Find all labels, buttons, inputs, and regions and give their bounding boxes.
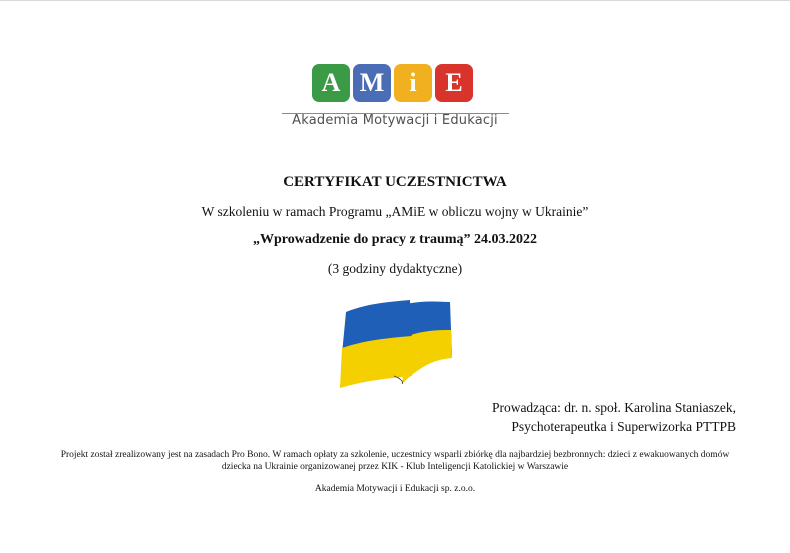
program-line: W szkoleniu w ramach Programu „AMiE w obliczu wojny w Ukrainie” [201, 204, 589, 219]
logo-tile-a: A [312, 64, 350, 102]
lecturer-title: Psychoterapeutka i Superwizorka PTTPB [511, 419, 736, 434]
ukraine-flag-icon [336, 298, 456, 392]
logo-tile-e: E [435, 64, 473, 102]
organization-name: Akademia Motywacji i Edukacji sp. z.o.o. [314, 484, 476, 494]
certificate-title: CERTYFIKAT UCZESTNICTWA [283, 174, 507, 190]
lecturer-block [492, 398, 736, 436]
lecturer-name: Prowadząca: dr. n. społ. Karolina Staniaszek, [491, 400, 736, 415]
top-divider [0, 0, 790, 1]
project-note: Projekt został zrealizowany jest na zasadach Pro Bono. W ramach opłaty za szkolenie, uczestnicy wsparli zbiórkę dla najbardziej bezbronnych: dzieci z ewakuowanych domów dziecka na Ukrainie organizowanej przez KIK - Klub Inteligencji Katolickiej w Warszawie [60, 450, 730, 472]
amie-logo [312, 64, 478, 104]
training-hours: (3 godziny dydaktyczne) [327, 261, 463, 276]
logo-name: Akademia Motywacji i Edukacji [292, 113, 498, 128]
training-topic: „Wprowadzenie do pracy z traumą” 24.03.2022 [253, 232, 537, 247]
logo-tile-m: M [353, 64, 391, 102]
logo-tile-i: i [394, 64, 432, 102]
